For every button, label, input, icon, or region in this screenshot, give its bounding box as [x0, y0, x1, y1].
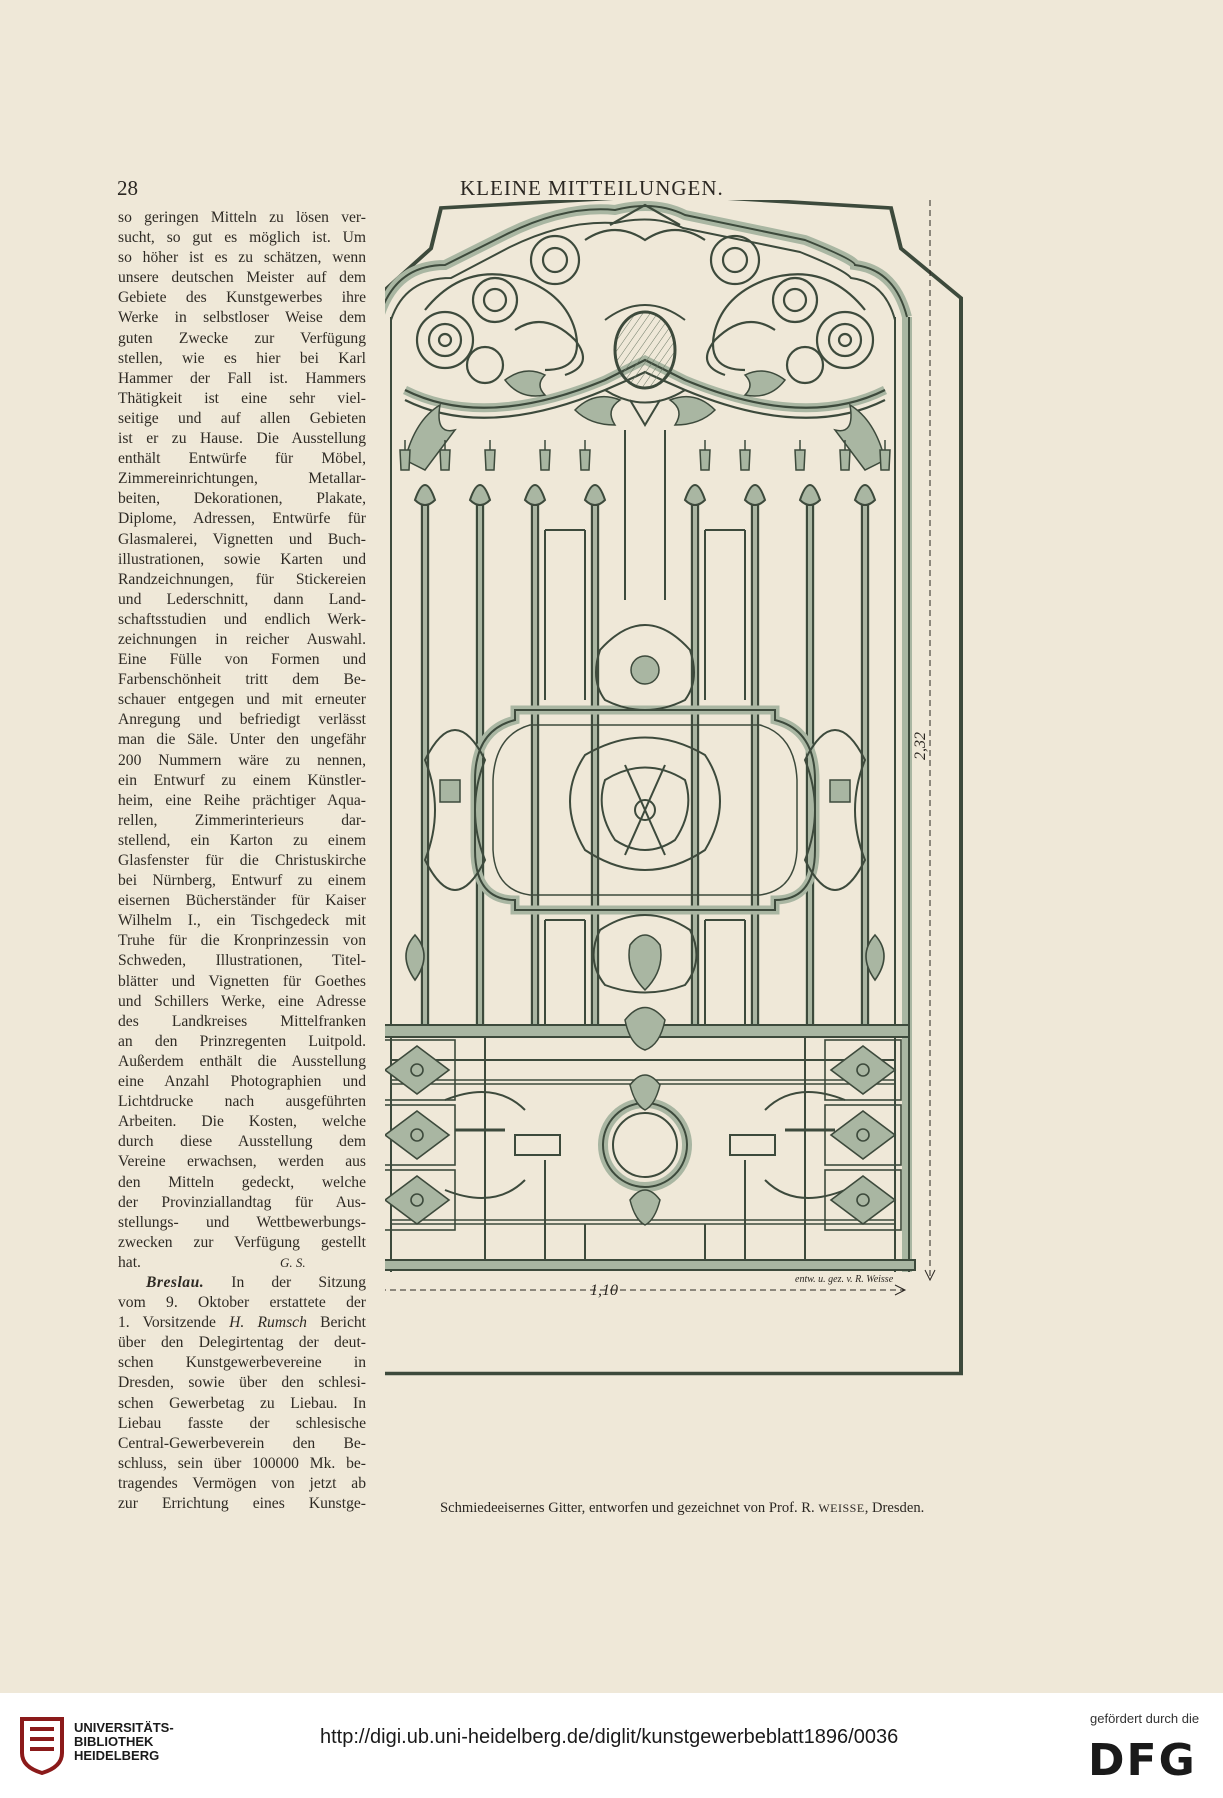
column-line: Gebiete des Kunstgewerbes ihre	[118, 289, 366, 307]
breslau-rest-line: Dresden, sowie über den schlesi-	[118, 1374, 366, 1392]
sponsor-text: gefördert durch die	[1090, 1711, 1200, 1726]
column-line: ein Entwurf zu einem Künstler-	[118, 771, 366, 789]
column-line: ist er zu Hause. Die Ausstellung	[118, 430, 366, 448]
lower-panel	[391, 1037, 895, 1260]
column-line: stellen, wie es hier bei Karl	[118, 349, 366, 367]
breslau-rest-line: schen Kunstgewerbevereine in	[118, 1354, 366, 1372]
tassel	[580, 440, 590, 470]
inner-frame	[545, 530, 585, 700]
vorsitz-pre: 1. Vorsitzende	[118, 1314, 216, 1332]
breslau-rest-line: zur Errichtung eines Kunstge-	[118, 1495, 366, 1512]
library-line-2: BIBLIOTHEK	[74, 1734, 154, 1749]
bar-finial	[800, 485, 820, 505]
column-line: so geringen Mitteln zu lösen ver-	[118, 209, 366, 226]
breslau-rest-line: schluss, sein über 100000 Mk. be-	[118, 1454, 366, 1472]
lattice-diamond	[385, 1111, 449, 1159]
inner-frame	[545, 920, 585, 1025]
column-line: schaftsstudien und endlich Werk-	[118, 610, 366, 628]
breslau-rest-line: tragendes Vermögen von jetzt ab	[118, 1474, 366, 1492]
breslau-city: Breslau.	[146, 1273, 205, 1291]
column-line: rellen, Zimmerinterieurs dar-	[118, 811, 366, 829]
lattice-diamond	[831, 1176, 895, 1224]
column-line: bei Nürnberg, Entwurf zu einem	[118, 872, 366, 890]
column-line: Zimmereinrichtungen, Metallar-	[118, 470, 366, 488]
middle-rail	[385, 1008, 909, 1051]
text-column	[118, 208, 366, 1514]
closing-line	[118, 1253, 366, 1273]
column-line: seitige und auf allen Gebieten	[118, 409, 366, 427]
column-line: man die Säle. Unter den ungefähr	[118, 731, 366, 749]
column-line: so höher ist es zu schätzen, wenn	[118, 249, 366, 267]
artist-signature: entw. u. gez. v. R. Weisse	[795, 1274, 894, 1285]
column-line: stellungs- und Wettbewerbungs-	[118, 1213, 366, 1231]
column-line: an den Prinzregenten Luitpold.	[118, 1032, 366, 1050]
author-initials: G. S.	[280, 1254, 306, 1270]
library-line-1: UNIVERSITÄTS-	[74, 1720, 174, 1735]
lattice-diamond	[831, 1046, 895, 1094]
column-line: enthält Entwürfe für Möbel,	[118, 450, 366, 468]
column-line: stellend, ein Karton zu einem	[118, 831, 366, 849]
column-line: und Schillers Werke, eine Adresse	[118, 992, 366, 1010]
breslau-first-line	[118, 1273, 366, 1293]
column-line: blätter und Vignetten für Goethes	[118, 972, 366, 990]
column-line: Anregung und befriedigt verlässt	[118, 711, 366, 729]
gate-base	[385, 1260, 915, 1270]
lattice-diamond	[831, 1111, 895, 1159]
column-line: Arbeiten. Die Kosten, welche	[118, 1113, 366, 1131]
bar-finial	[415, 485, 435, 505]
dfg-logo-text: DFG	[1088, 1735, 1197, 1781]
tassel	[540, 440, 550, 470]
vorsitz-line	[118, 1313, 366, 1333]
column-line: Truhe für die Kronprinzessin von	[118, 932, 366, 950]
lattice-diamond	[385, 1176, 449, 1224]
bar-finial	[525, 485, 545, 505]
running-head: KLEINE MITTEILUNGEN.	[460, 176, 724, 200]
column-line: heim, eine Reihe prächtiger Aqua-	[118, 791, 366, 809]
footer-bar	[0, 1693, 1223, 1798]
column-line: Außerdem enthält die Ausstellung	[118, 1052, 366, 1070]
library-name	[74, 1721, 174, 1763]
column-line: sucht, so gut es möglich ist. Um	[118, 229, 366, 247]
column-line: eine Anzahl Photographien und	[118, 1073, 366, 1091]
column-line: Wilhelm I., ein Tischgedeck mit	[118, 912, 366, 930]
breslau-line: vom 9. Oktober erstattete der	[118, 1294, 366, 1312]
inner-frame	[705, 530, 745, 700]
bar-finial	[855, 485, 875, 505]
column-line: des Landkreises Mittelfranken	[118, 1012, 366, 1030]
column-line: Hammer der Fall ist. Hammers	[118, 369, 366, 387]
university-logo-icon	[16, 1713, 68, 1775]
library-line-3: HEIDELBERG	[74, 1748, 160, 1763]
source-url-link[interactable]: http://digi.ub.uni-heidelberg.de/diglit/kunstgewerbeblatt1896/0036	[320, 1726, 899, 1748]
breslau-rest-line: über den Delegirtentag der deut-	[118, 1334, 366, 1352]
column-line: durch diese Ausstellung dem	[118, 1133, 366, 1151]
tassel	[795, 440, 805, 470]
breslau-report-rest	[118, 1333, 366, 1514]
bar-finial	[745, 485, 765, 505]
column-line: eisernen Bücherständer für Kaiser	[118, 892, 366, 910]
column-line: zeichnungen in reicher Auswahl.	[118, 630, 366, 648]
tassel	[485, 440, 495, 470]
breslau-start: In der Sitzung	[231, 1273, 366, 1291]
column-line: illustrationen, sowie Karten und	[118, 550, 366, 568]
bar-finial	[585, 485, 605, 505]
vorsitz-post: Bericht	[320, 1314, 366, 1332]
tassel	[700, 440, 710, 470]
inner-frame	[705, 920, 745, 1025]
vorsitz-name: H. Rumsch	[229, 1314, 307, 1332]
bar-finial	[685, 485, 705, 505]
column-line: und Lederschnitt, dann Land-	[118, 590, 366, 608]
dfg-logo	[1088, 1733, 1206, 1781]
column-line: 200 Nummern wäre zu nennen,	[118, 751, 366, 769]
central-medallion-panel	[425, 625, 865, 993]
tassel	[400, 440, 410, 470]
column-line: Schweden, Illustrationen, Titel-	[118, 952, 366, 970]
breslau-report	[118, 1293, 366, 1313]
width-dimension: 1,10	[590, 1282, 618, 1299]
column-line: Randzeichnungen, für Stickereien	[118, 570, 366, 588]
column-line: guten Zwecke zur Verfügung	[118, 329, 366, 347]
column-line: Thätigkeit ist eine sehr viel-	[118, 389, 366, 407]
bar-finial	[470, 485, 490, 505]
height-dimension: 2,32	[912, 732, 929, 760]
caption-tail: , Dresden.	[864, 1500, 925, 1516]
column-line: schauer entgegen und mit erneuter	[118, 691, 366, 709]
page-number: 28	[117, 176, 138, 200]
column-line: Glasmalerei, Vignetten und Buch-	[118, 530, 366, 548]
column-line: Eine Fülle von Formen und	[118, 651, 366, 669]
column-line: der Provinziallandtag für Aus-	[118, 1193, 366, 1211]
column-line: Farbenschönheit tritt dem Be-	[118, 671, 366, 689]
tassel-row	[400, 440, 890, 470]
column-line: Glasfenster für die Christuskirche	[118, 852, 366, 869]
column-line: Lichtdrucke nach ausgeführten	[118, 1093, 366, 1111]
column-line: Vereine erwachsen, werden aus	[118, 1153, 366, 1171]
column-line: den Mitteln gedeckt, welche	[118, 1173, 366, 1191]
tassel	[880, 440, 890, 470]
figure-caption	[440, 1500, 1000, 1517]
column-line: beiten, Dekorationen, Plakate,	[118, 490, 366, 508]
caption-name: WEISSE	[818, 1501, 865, 1515]
closing-word: hat.	[118, 1253, 141, 1271]
caption-main: Schmiedeeisernes Gitter, entworfen und gezeichnet von Prof. R.	[440, 1500, 815, 1516]
article-continuation	[118, 208, 366, 1253]
column-line: Werke in selbstloser Weise dem	[118, 309, 366, 327]
column-line: unsere deutschen Meister auf dem	[118, 269, 366, 287]
column-line: Diplome, Adressen, Entwürfe für	[118, 510, 366, 528]
breslau-rest-line: Liebau fasste der schlesische	[118, 1414, 366, 1432]
tassel	[740, 440, 750, 470]
lattice-diamond	[385, 1046, 449, 1094]
column-line: zwecken zur Verfügung gestellt	[118, 1233, 366, 1251]
wrought-iron-gate-illustration	[385, 200, 1065, 1505]
central-cartouche	[605, 305, 685, 425]
breslau-rest-line: schen Gewerbetag zu Liebau. In	[118, 1394, 366, 1412]
breslau-rest-line: Central-Gewerbeverein den Be-	[118, 1434, 366, 1452]
